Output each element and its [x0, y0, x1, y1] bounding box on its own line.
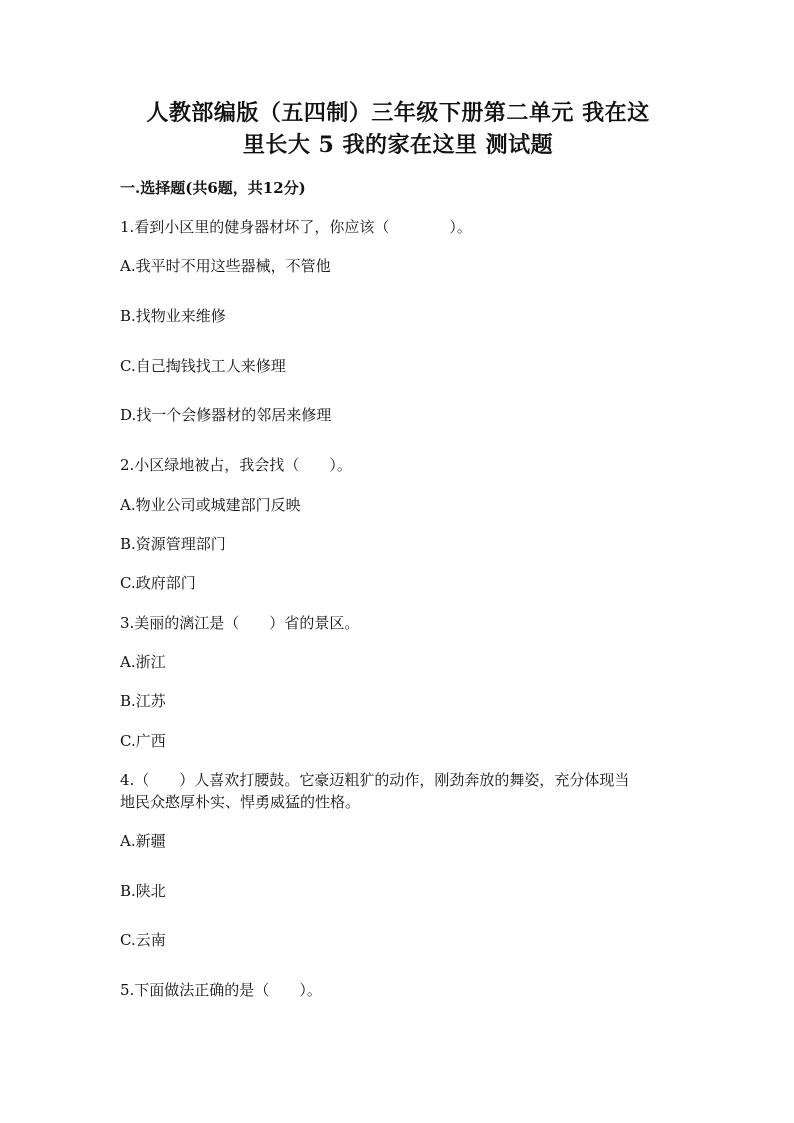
question-1-option-d: D.找一个会修器材的邻居来修理 [120, 406, 332, 424]
question-1-stem: 1.看到小区里的健身器材坏了，你应该（ ）。 [120, 218, 472, 236]
question-2-option-c: C.政府部门 [120, 574, 196, 592]
question-1-option-a: A.我平时不用这些器械，不管他 [120, 257, 331, 275]
question-2-stem: 2.小区绿地被占，我会找（ ）。 [120, 456, 352, 474]
question-3-stem: 3.美丽的漓江是（ ）省的景区。 [120, 614, 360, 632]
document-title-line-1: 人教部编版（五四制）三年级下册第二单元 我在这 [146, 100, 650, 126]
document-title-line-2: 里长大 5 我的家在这里 测试题 [242, 132, 554, 158]
question-3-option-a: A.浙江 [120, 653, 166, 671]
question-2-option-b: B.资源管理部门 [120, 535, 226, 553]
question-4-stem-line-2: 地民众憨厚朴实、悍勇威猛的性格。 [120, 793, 361, 811]
question-5-stem: 5.下面做法正确的是（ ）。 [120, 981, 322, 999]
question-4-stem-line-1: 4.（ ）人喜欢打腰鼓。它豪迈粗犷的动作，刚劲奔放的舞姿，充分体现当 [120, 771, 630, 789]
question-1-option-b: B.找物业来维修 [120, 307, 226, 325]
question-2-option-a: A.物业公司或城建部门反映 [120, 496, 301, 514]
question-4-option-b: B.陕北 [120, 882, 166, 900]
question-3-option-b: B.江苏 [120, 692, 166, 710]
question-3-option-c: C.广西 [120, 732, 166, 750]
section-heading: 一.选择题(共6题，共12分) [120, 179, 306, 197]
question-4-option-a: A.新疆 [120, 832, 166, 850]
question-1-option-c: C.自己掏钱找工人来修理 [120, 357, 286, 375]
question-4-option-c: C.云南 [120, 931, 166, 949]
